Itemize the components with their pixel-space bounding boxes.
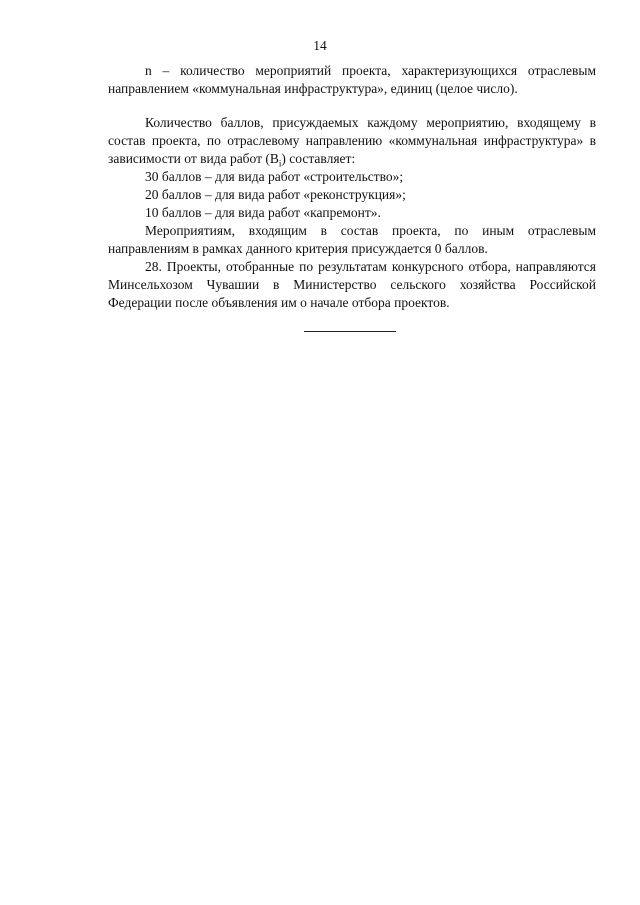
definition-block (108, 62, 596, 98)
page-number: 14 (313, 38, 327, 53)
other-directions-paragraph: Мероприятиям, входящим в состав проекта, по иным отраслевым направлениям в рамках данного критерия присуждается 0 баллов. (108, 223, 596, 256)
clause-28-paragraph: 28. Проекты, отобранные по результатам конкурсного отбора, направляются Минсельхозом Чувашии в Министерство сельского хозяйства Российской Федерации после объявления им о начале отбора проектов. (108, 259, 596, 310)
score-item-reconstruction: 20 баллов – для вида работ «реконструкция»; (145, 187, 406, 202)
scoring-intro-paragraph (108, 114, 596, 168)
score-item-repair: 10 баллов – для вида работ «капремонт». (145, 205, 381, 220)
scoring-intro-end: ) составляет: (281, 151, 356, 166)
subscript-i: i (278, 158, 282, 169)
scoring-block (108, 114, 596, 312)
scoring-intro-text: Количество баллов, присуждаемых каждому мероприятию, входящему в состав проекта, по отраслевому направлению «коммунальная инфраструктура» в зависимости от вида работ (В (108, 115, 596, 166)
definition-n-paragraph: n – количество мероприятий проекта, характеризующихся отраслевым направлением «коммунальная инфраструктура», единиц (целое число). (108, 63, 596, 96)
score-item-construction: 30 баллов – для вида работ «строительство»; (145, 169, 404, 184)
end-separator-line (304, 331, 396, 332)
